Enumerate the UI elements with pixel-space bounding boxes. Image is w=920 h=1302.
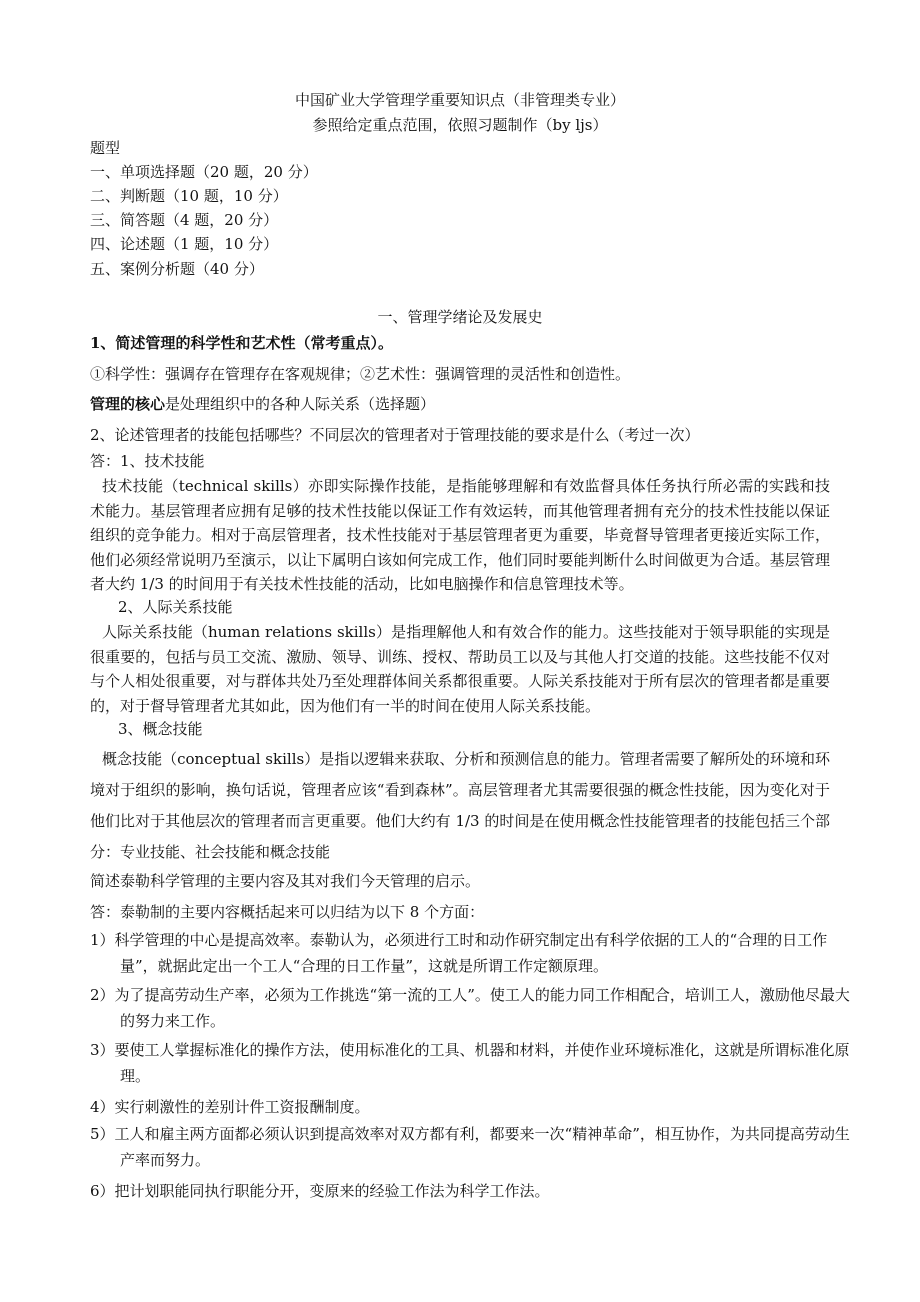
question-types-heading: 题型 (90, 139, 121, 157)
conceptual-skills-paragraph: 概念技能（conceptual skills）是指以逻辑来获取、分析和预测信息的能力。管理者需要了解所处的环境和环境对于组织的影响，换句话说，管理者应该“看到森林”。高层管理者尤其需要很强的概念性技能，因为变化对于他们比对于其他层次的管理者而言更重要。他们大约有 1/3 的时间是在使用概念性技能管理者的技能包括三个部分：专业技能、社会技能和概念技能 (90, 750, 830, 861)
human-skills-paragraph: 人际关系技能（human relations skills）是指理解他人和有效合作的能力。这些技能对于领导职能的实现是很重要的，包括与员工交流、激励、领导、训练、授权、帮助员工以及与其他人打交道的技能。这些技能不仅对与个人相处很重要，对与群体共处乃至处理群体间关系都很重要。人际关系技能对于所有层次的管理者都是重要的，对于督导管理者尤其如此，因为他们有一半的时间在使用人际关系技能。 (90, 623, 830, 715)
taylor-item: 4）实行刺激性的差别计件工资报酬制度。 (90, 1098, 370, 1116)
question-1-answer: ①科学性：强调存在管理存在客观规律；②艺术性：强调管理的灵活性和创造性。 (90, 365, 631, 383)
question-type-item: 三、简答题（4 题，20 分） (90, 211, 279, 229)
question-type-item: 五、案例分析题（40 分） (90, 260, 264, 278)
taylor-item: 1）科学管理的中心是提高效率。泰勒认为，必须进行工时和动作研究制定出有科学依据的工人的“合理的日工作量”，就据此定出一个工人“合理的日工作量”，这就是所谓工作定额原理。 (90, 931, 828, 975)
taylor-question: 简述泰勒科学管理的主要内容及其对我们今天管理的启示。 (90, 872, 481, 890)
conceptual-skills-heading: 3、概念技能 (118, 720, 203, 738)
taylor-item: 2）为了提高劳动生产率，必须为工作挑选“第一流的工人”。使工人的能力同工作相配合，培训工人，激励他尽最大的努力来工作。 (90, 986, 850, 1030)
technical-skills-paragraph: 技术技能（technical skills）亦即实际操作技能，是指能够理解和有效监督具体任务执行所必需的实践和技术能力。基层管理者应拥有足够的技术性技能以保证工作有效运转，而其他管理者拥有充分的技术性技能以保证组织的竞争能力。相对于高层管理者，技术性技能对于基层管理者更为重要，毕竟督导管理者更接近实际工作，他们必须经常说明乃至演示，以让下属明白该如何完成工作，他们同时要能判断什么时间做更为合适。基层管理者大约 1/3 的时间用于有关技术性技能的活动，比如电脑操作和信息管理技术等。 (90, 477, 830, 593)
management-core-text: 是处理组织中的各种人际关系（选择题） (165, 395, 436, 413)
question-1-title: 1、简述管理的科学性和艺术性（常考重点）。 (90, 334, 393, 352)
section-title: 一、管理学绪论及发展史 (377, 308, 543, 326)
taylor-item: 6）把计划职能同执行职能分开，变原来的经验工作法为科学工作法。 (90, 1182, 550, 1200)
management-core-line (90, 393, 830, 415)
question-2-answer-head: 答：1、技术技能 (90, 452, 205, 470)
taylor-answer-head: 答：泰勒制的主要内容概括起来可以归结为以下 8 个方面： (90, 903, 485, 921)
human-skills-heading: 2、人际关系技能 (118, 598, 233, 616)
management-core-term: 管理的核心 (90, 395, 166, 413)
taylor-item: 3）要使工人掌握标准化的操作方法，使用标准化的工具、机器和材料，并使作业环境标准化，这就是所谓标准化原理。 (90, 1041, 850, 1085)
doc-title: 中国矿业大学管理学重要知识点（非管理类专业） (294, 91, 625, 109)
taylor-item: 5）工人和雇主两方面都必须认识到提高效率对双方都有利，都要来一次“精神革命”，相互协作，为共同提高劳动生产率而努力。 (90, 1125, 850, 1169)
question-type-item: 四、论述题（1 题，10 分） (90, 235, 279, 253)
question-type-item: 一、单项选择题（20 题，20 分） (90, 163, 318, 181)
doc-subtitle: 参照给定重点范围，依照习题制作（by ljs） (312, 116, 608, 134)
question-2-title: 2、论述管理者的技能包括哪些？不同层次的管理者对于管理技能的要求是什么（考过一次） (90, 426, 700, 444)
question-type-item: 二、判断题（10 题，10 分） (90, 187, 288, 205)
